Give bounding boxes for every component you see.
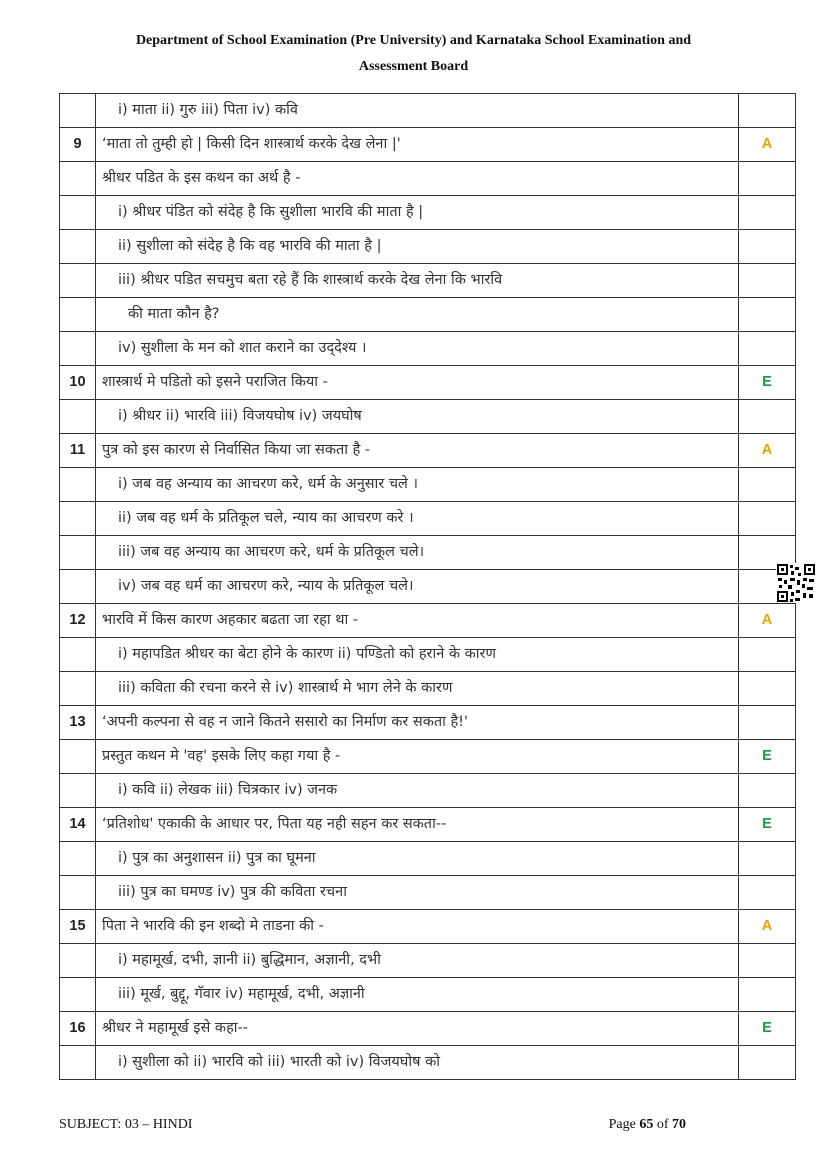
question-number [60,876,96,910]
question-text: प्रस्तुत कथन मे 'वह' इसके लिए कहा गया है - [96,740,739,774]
difficulty-key [739,230,796,264]
question-number [60,740,96,774]
question-number [60,1046,96,1080]
question-number [60,944,96,978]
table-row [60,604,796,638]
table-row [60,570,796,604]
difficulty-key [739,196,796,230]
table-row [60,842,796,876]
table-row [60,264,796,298]
difficulty-key [739,264,796,298]
page-total: 70 [672,1117,686,1132]
question-number [60,162,96,196]
question-text: iii) श्रीधर पडित सचमुच बता रहे हैं कि शास्त्रार्थ करके देख लेना कि भारवि [96,264,739,298]
question-number [60,502,96,536]
difficulty-key: E [739,366,796,400]
difficulty-key: A [739,434,796,468]
question-number [60,230,96,264]
difficulty-key: E [739,1012,796,1046]
question-text: iv) जब वह धर्म का आचरण करे, न्याय के प्रतिकूल चले। [96,570,739,604]
question-text: की माता कौन है? [96,298,739,332]
table-row [60,434,796,468]
difficulty-key [739,94,796,128]
question-number: 14 [60,808,96,842]
question-text: पुत्र को इस कारण से निर्वासित किया जा सकता है - [96,434,739,468]
question-text: i) महापडित श्रीधर का बेटा होने के कारण ii) पण्डितो को हराने के कारण [96,638,739,672]
table-row [60,196,796,230]
page-of: of [653,1117,672,1132]
difficulty-key: A [739,910,796,944]
difficulty-key [739,502,796,536]
page-prefix: Page [608,1117,640,1132]
question-number [60,570,96,604]
question-number [60,264,96,298]
difficulty-key [739,774,796,808]
table-row [60,298,796,332]
question-text: i) जब वह अन्याय का आचरण करे, धर्म के अनुसार चले । [96,468,739,502]
qr-code-icon [776,563,816,603]
question-number [60,774,96,808]
table-row [60,910,796,944]
difficulty-key [739,332,796,366]
difficulty-key: A [739,604,796,638]
difficulty-key [739,944,796,978]
question-text: i) श्रीधर पंडित को संदेह है कि सुशीला भारवि की माता है | [96,196,739,230]
table-row [60,774,796,808]
footer-page-number [609,1117,686,1133]
table-row [60,740,796,774]
difficulty-key [739,876,796,910]
table-row [60,978,796,1012]
table-row [60,94,796,128]
difficulty-key [739,1046,796,1080]
table-row [60,162,796,196]
question-text: iv) सुशीला के मन को शात कराने का उद्‌देश्य । [96,332,739,366]
question-number [60,94,96,128]
difficulty-key [739,842,796,876]
question-text: i) कवि ii) लेखक iii) चित्रकार iv) जनक [96,774,739,808]
question-text: iii) पुत्र का घमण्ड iv) पुत्र की कविता रचना [96,876,739,910]
document-header-line2: Assessment Board [358,59,469,74]
difficulty-key [739,672,796,706]
question-number: 13 [60,706,96,740]
table-row [60,366,796,400]
question-text: ii) सुशीला को संदेह है कि वह भारवि की माता है | [96,230,739,264]
difficulty-key [739,978,796,1012]
question-number [60,196,96,230]
question-number [60,400,96,434]
question-number [60,978,96,1012]
table-row [60,128,796,162]
question-number [60,298,96,332]
table-row [60,638,796,672]
page-current: 65 [639,1117,654,1132]
difficulty-key: E [739,808,796,842]
difficulty-key [739,706,796,740]
question-number: 15 [60,910,96,944]
difficulty-key [739,468,796,502]
question-number: 12 [60,604,96,638]
table-row [60,876,796,910]
question-number [60,536,96,570]
question-text: iii) कविता की रचना करने से iv) शास्त्रार्थ मे भाग लेने के कारण [96,672,739,706]
question-text: ii) जब वह धर्म के प्रतिकूल चले, न्याय का आचरण करे । [96,502,739,536]
question-text: पिता ने भारवि की इन शब्दो मे ताडना की - [96,910,739,944]
question-table [59,93,796,1080]
difficulty-key [739,162,796,196]
question-number: 9 [60,128,96,162]
difficulty-key [739,400,796,434]
question-number [60,842,96,876]
table-row [60,944,796,978]
question-text: iii) मूर्ख, बुद्दू, गॅवार iv) महामूर्ख, दभी, अज्ञानी [96,978,739,1012]
table-row [60,672,796,706]
document-header-line1: Department of School Examination (Pre University) and Karnataka School Examination and [135,33,692,48]
question-number [60,672,96,706]
difficulty-key [739,638,796,672]
question-text: ‘अपनी कल्पना से वह न जाने कितने ससारो का निर्माण कर सकता है!' [96,706,739,740]
table-row [60,502,796,536]
question-text: i) पुत्र का अनुशासन ii) पुत्र का घूमना [96,842,739,876]
table-row [60,706,796,740]
table-row [60,536,796,570]
question-number: 16 [60,1012,96,1046]
question-text: ‘माता तो तुम्ही हो | किसी दिन शास्त्रार्थ करके देख लेना |' [96,128,739,162]
question-number [60,638,96,672]
question-text: i) महामूर्ख, दभी, ज्ञानी ii) बुद्धिमान, अज्ञानी, दभी [96,944,739,978]
table-row [60,1046,796,1080]
question-text: शास्त्रार्थ मे पडितो को इसने पराजित किया - [96,366,739,400]
question-text: iii) जब वह अन्याय का आचरण करे, धर्म के प्रतिकूल चले। [96,536,739,570]
question-number [60,332,96,366]
difficulty-key: E [739,740,796,774]
question-text: i) श्रीधर ii) भारवि iii) विजयघोष iv) जयघोष [96,400,739,434]
footer-subject: SUBJECT: 03 – HINDI [59,1117,193,1132]
table-row [60,230,796,264]
table-row [60,808,796,842]
question-text: श्रीधर पडित के इस कथन का अर्थ है - [96,162,739,196]
question-text: ‘प्रतिशोध' एकाकी के आधार पर, पिता यह नही सहन कर सकता-- [96,808,739,842]
table-row [60,468,796,502]
question-text: i) सुशीला को ii) भारवि को iii) भारती को iv) विजयघोष को [96,1046,739,1080]
question-text: श्रीधर ने महामूर्ख इसे कहा-- [96,1012,739,1046]
table-row [60,400,796,434]
question-text: भारवि में किस कारण अहकार बढता जा रहा था - [96,604,739,638]
question-number: 11 [60,434,96,468]
difficulty-key [739,298,796,332]
question-number [60,468,96,502]
question-number: 10 [60,366,96,400]
question-text: i) माता ii) गुरु iii) पिता iv) कवि [96,94,739,128]
difficulty-key: A [739,128,796,162]
table-row [60,332,796,366]
table-row [60,1012,796,1046]
